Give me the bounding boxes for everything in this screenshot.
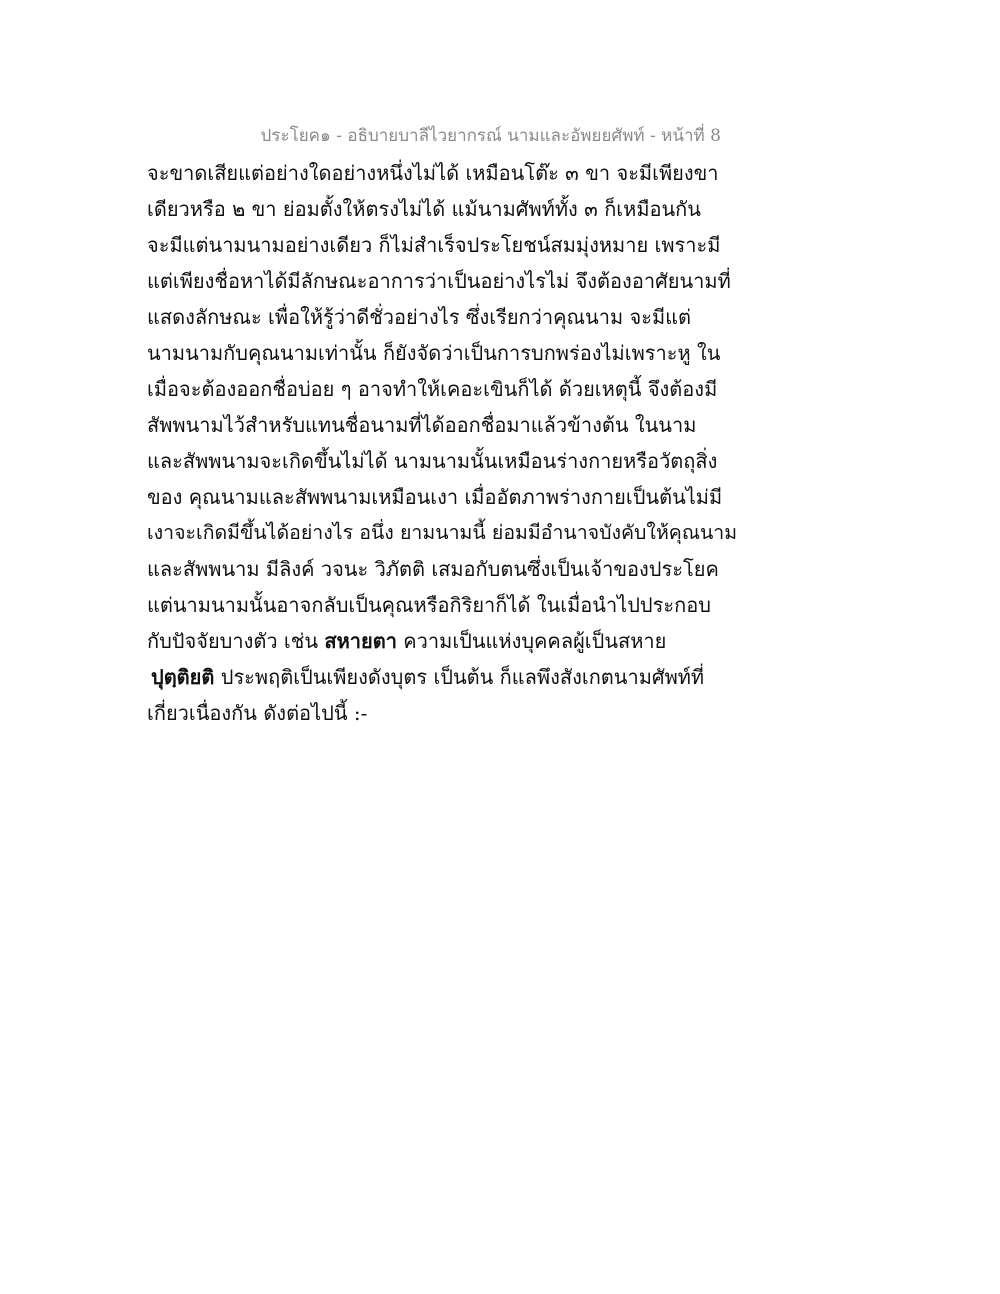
text-line: เกี่ยวเนื่องกัน ดังต่อไปนี้ :- — [147, 701, 368, 725]
text-line: จะขาดเสียแต่อย่างใดอย่างหนึ่งไม่ได้ เหมือนโต๊ะ ๓ ขา จะมีเพียงขา — [147, 161, 719, 185]
bold-term: ปุตฺติยติ — [151, 665, 215, 689]
text-segment: ความเป็นแห่งบุคคลผู้เป็นสหาย — [396, 629, 667, 653]
text-line: เมื่อจะต้องออกชื่อบ่อย ๆ อาจทำให้เคอะเขินก็ได้ ด้วยเหตุนี้ จึงต้องมี — [147, 377, 718, 401]
text-line: เงาจะเกิดมีขึ้นได้อย่างไร อนึ่ง ยามนามนี้ ย่อมมีอำนาจบังคับให้คุณนาม — [147, 521, 738, 544]
running-header: ประโยค๑ - อธิบายบาลีไวยากรณ์ นามและอัพยยศัพท์ - หน้าที่ 8 — [260, 126, 721, 146]
text-segment: ประพฤติเป็นเพียงดังบุตร เป็นต้น ก็แลพึงสังเกตนามศัพท์ที่ — [214, 665, 705, 689]
text-line: สัพพนามไว้สำหรับแทนชื่อนามที่ได้ออกชื่อมาแล้วข้างต้น ในนาม — [147, 413, 697, 437]
text-line: แต่นามนามนั้นอาจกลับเป็นคุณหรือกิริยาก็ได้ ในเมื่อนำไปประกอบ — [147, 593, 711, 617]
text-line: แต่เพียงชื่อหาได้มีลักษณะอาการว่าเป็นอย่างไรไม่ จึงต้องอาศัยนามที่ — [147, 269, 731, 293]
text-line: นามนามกับคุณนามเท่านั้น ก็ยังจัดว่าเป็นการบกพร่องไม่เพราะหู ใน — [147, 341, 721, 365]
text-line: และสัพพนามจะเกิดขึ้นไม่ได้ นามนามนั้นเหมือนร่างกายหรือวัตถุสิ่ง — [147, 449, 718, 473]
text-line: และสัพพนาม มีลิงค์ วจนะ วิภัตติ เสมอกับตนซึ่งเป็นเจ้าของประโยค — [147, 557, 719, 581]
body-text — [147, 155, 747, 731]
text-line-with-term — [147, 659, 747, 695]
text-segment: กับปัจจัยบางตัว เช่น — [147, 629, 325, 653]
bold-term: สหายตา — [324, 629, 397, 653]
text-line: จะมีแต่นามนามอย่างเดียว ก็ไม่สำเร็จประโยชน์สมมุ่งหมาย เพราะมี — [147, 233, 721, 257]
text-line: แสดงลักษณะ เพื่อให้รู้ว่าดีชั่วอย่างไร ซึ่งเรียกว่าคุณนาม จะมีแต่ — [147, 305, 692, 329]
text-line: ของ คุณนามและสัพพนามเหมือนเงา เมื่ออัตภาพร่างกายเป็นต้นไม่มี — [147, 485, 723, 509]
text-line-with-term — [147, 623, 747, 659]
text-line: เดียวหรือ ๒ ขา ย่อมตั้งให้ตรงไม่ได้ แม้นามศัพท์ทั้ง ๓ ก็เหมือนกัน — [147, 197, 701, 221]
